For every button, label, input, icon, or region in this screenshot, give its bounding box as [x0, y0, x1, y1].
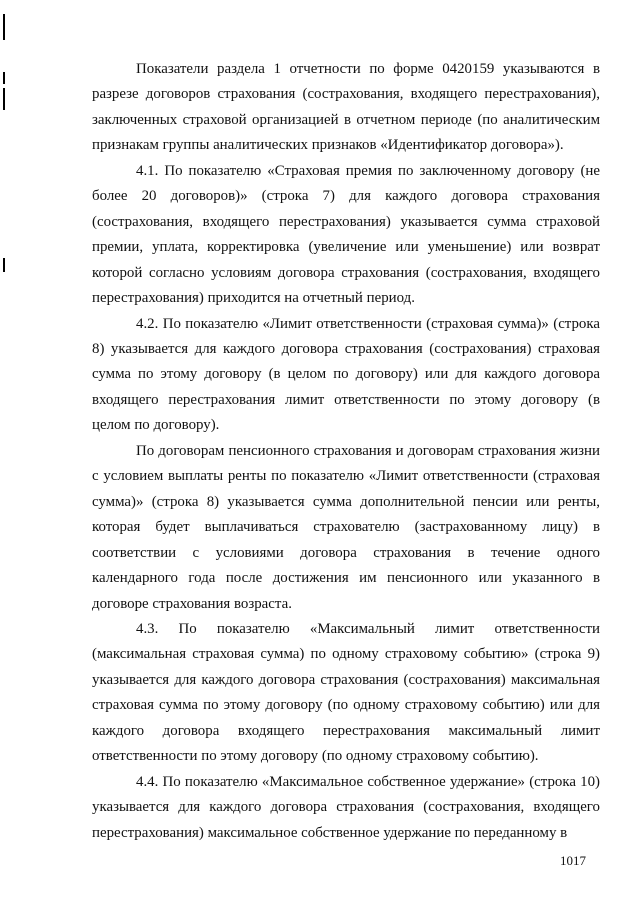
paragraph-4-2: 4.2. По показателю «Лимит ответственности (страховая сумма)» (строка 8) указывается для каждого договора страхования (сострахования) страховая сумма по этому договору (в целом по договору) или для каждого договора входящего перестрахования лимит ответственности по этому договору (в целом по договору). [92, 315, 600, 434]
scan-artifact-left-upper [3, 72, 5, 84]
scan-artifact-left-lower [3, 258, 5, 272]
paragraph-4-3: 4.3. По показателю «Максимальный лимит ответственности (максимальная страховая сумма) по одному страховому событию» (строка 9) указывается для каждого договора страхования (сострахования) максимальная страховая сумма по этому договору (по одному страховому событию) или для каждого договора входящего перестрахования максимальный лимит ответственности по этому договору (по одному страховому событию). [92, 620, 600, 765]
paragraph-pension: По договорам пенсионного страхования и договорам страхования жизни с условием выплаты ренты по показателю «Лимит ответственности (страховая сумма)» (строка 8) указывается сумма дополнительной пенсии или ренты, которая будет выплачиваться страхователю (застрахованному лицу) в соответствии с условиями договора страхования в течение одного календарного года после достижения им пенсионного или указанного в договоре страхования возраста. [92, 442, 600, 612]
page-number: 1017 [560, 853, 586, 868]
document-body [92, 57, 600, 846]
paragraph-4-4: 4.4. По показателю «Максимальное собственное удержание» (строка 10) указывается для каждого договора страхования (сострахования, входящего перестрахования) максимальное собственное удержание по переданному в [92, 773, 600, 841]
paragraph-intro: Показатели раздела 1 отчетности по форме 0420159 указываются в разрезе договоров страхования (сострахования, входящего перестрахования), заключенных страховой организацией в отчетном периоде (по аналитическим признакам группы аналитических признаков «Идентификатор договора»). [92, 61, 600, 154]
scan-artifact-left-middle [3, 88, 5, 110]
paragraph-4-1: 4.1. По показателю «Страховая премия по заключенному договору (не более 20 договоров)» (строка 7) для каждого договора страхования (сострахования, входящего перестрахования) указывается сумма страховой премии, уплата, корректировка (увеличение или уменьшение) или возврат которой согласно условиям договора страхования (сострахования, входящего перестрахования) приходится на отчетный период. [92, 162, 600, 307]
scan-artifact-top-left [3, 14, 5, 40]
